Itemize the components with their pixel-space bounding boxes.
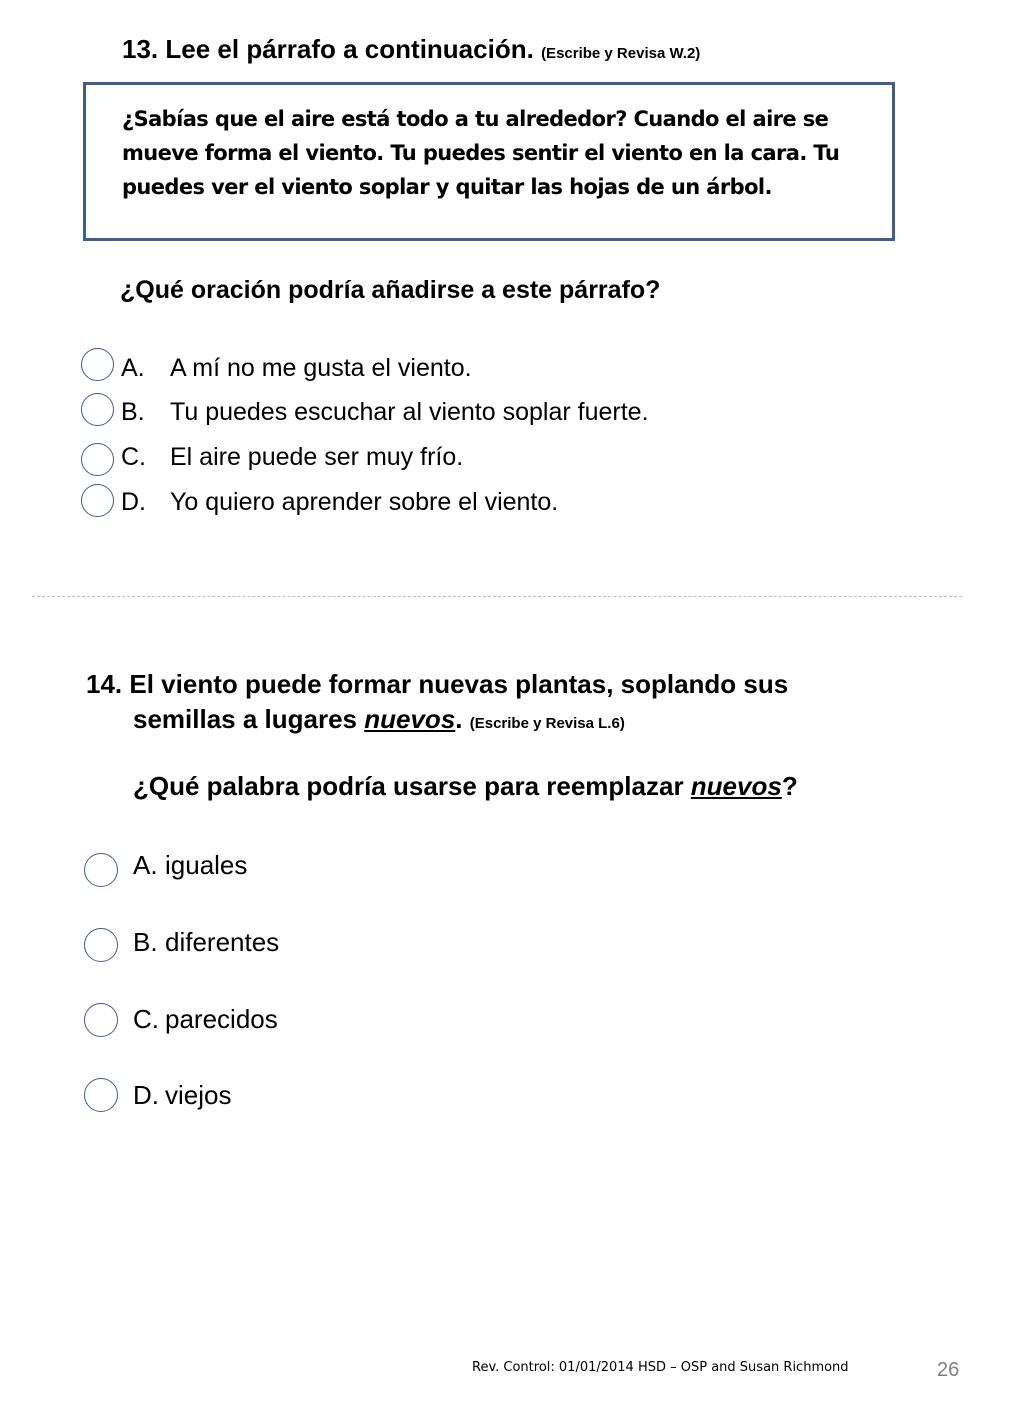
section-divider	[32, 596, 962, 597]
question-13-title: 13. Lee el párrafo a continuación. (Escribe y Revisa W.2)	[122, 34, 701, 64]
question-14-prompt: ¿Qué palabra podría usarse para reemplazar nuevos?	[133, 771, 798, 801]
option-letter: B.	[121, 398, 145, 426]
option-text: iguales	[165, 850, 248, 880]
option-letter: D.	[133, 1080, 159, 1110]
radio-14-a[interactable]	[84, 853, 118, 887]
radio-13-a[interactable]	[81, 348, 114, 381]
question-13-prompt: ¿Qué oración podría añadirse a este párrafo?	[120, 276, 661, 304]
passage-line: mueve forma el viento. Tu puedes sentir el viento en la cara. Tu	[122, 141, 840, 165]
question-14-title-line2: semillas a lugares nuevos. (Escribe y Revisa L.6)	[133, 704, 625, 734]
radio-13-d[interactable]	[81, 484, 114, 517]
standard-reference: (Escribe y Revisa W.2)	[541, 45, 701, 62]
option-letter: B.	[133, 927, 158, 957]
option-text: A mí no me gusta el viento.	[170, 354, 472, 382]
option-letter: A.	[121, 354, 145, 382]
passage-text	[122, 102, 882, 204]
option-letter: C.	[121, 443, 146, 471]
passage-line: puedes ver el viento soplar y quitar las hojas de un árbol.	[122, 175, 772, 199]
option-text: Tu puedes escuchar al viento soplar fuerte.	[170, 398, 649, 426]
option-letter: C.	[133, 1004, 159, 1034]
option-letter: D.	[121, 488, 146, 516]
standard-reference: (Escribe y Revisa L.6)	[469, 715, 625, 732]
option-text: Yo quiero aprender sobre el viento.	[170, 488, 559, 516]
option-text: parecidos	[165, 1004, 278, 1034]
question-14-title	[86, 669, 788, 700]
question-title-text: El viento puede formar nuevas plantas, soplando sus	[129, 669, 789, 699]
emphasized-word: nuevos	[690, 771, 782, 801]
option-letter: A.	[133, 850, 158, 880]
question-title-text: Lee el párrafo a continuación	[165, 34, 527, 64]
radio-14-d[interactable]	[84, 1078, 118, 1112]
radio-13-c[interactable]	[81, 443, 114, 476]
option-text: diferentes	[165, 927, 280, 957]
radio-13-b[interactable]	[81, 393, 114, 426]
radio-14-c[interactable]	[84, 1003, 118, 1037]
emphasized-word: nuevos	[364, 704, 456, 734]
option-text: El aire puede ser muy frío.	[170, 443, 464, 471]
question-number: 14.	[86, 669, 123, 699]
passage-line: ¿Sabías que el aire está todo a tu alrededor? Cuando el aire se	[122, 107, 829, 131]
question-number: 13.	[122, 34, 159, 64]
option-text: viejos	[165, 1080, 232, 1110]
revision-footer: Rev. Control: 01/01/2014 HSD – OSP and Susan Richmond	[472, 1360, 849, 1375]
page-number: 26	[937, 1359, 960, 1381]
radio-14-b[interactable]	[84, 928, 118, 962]
